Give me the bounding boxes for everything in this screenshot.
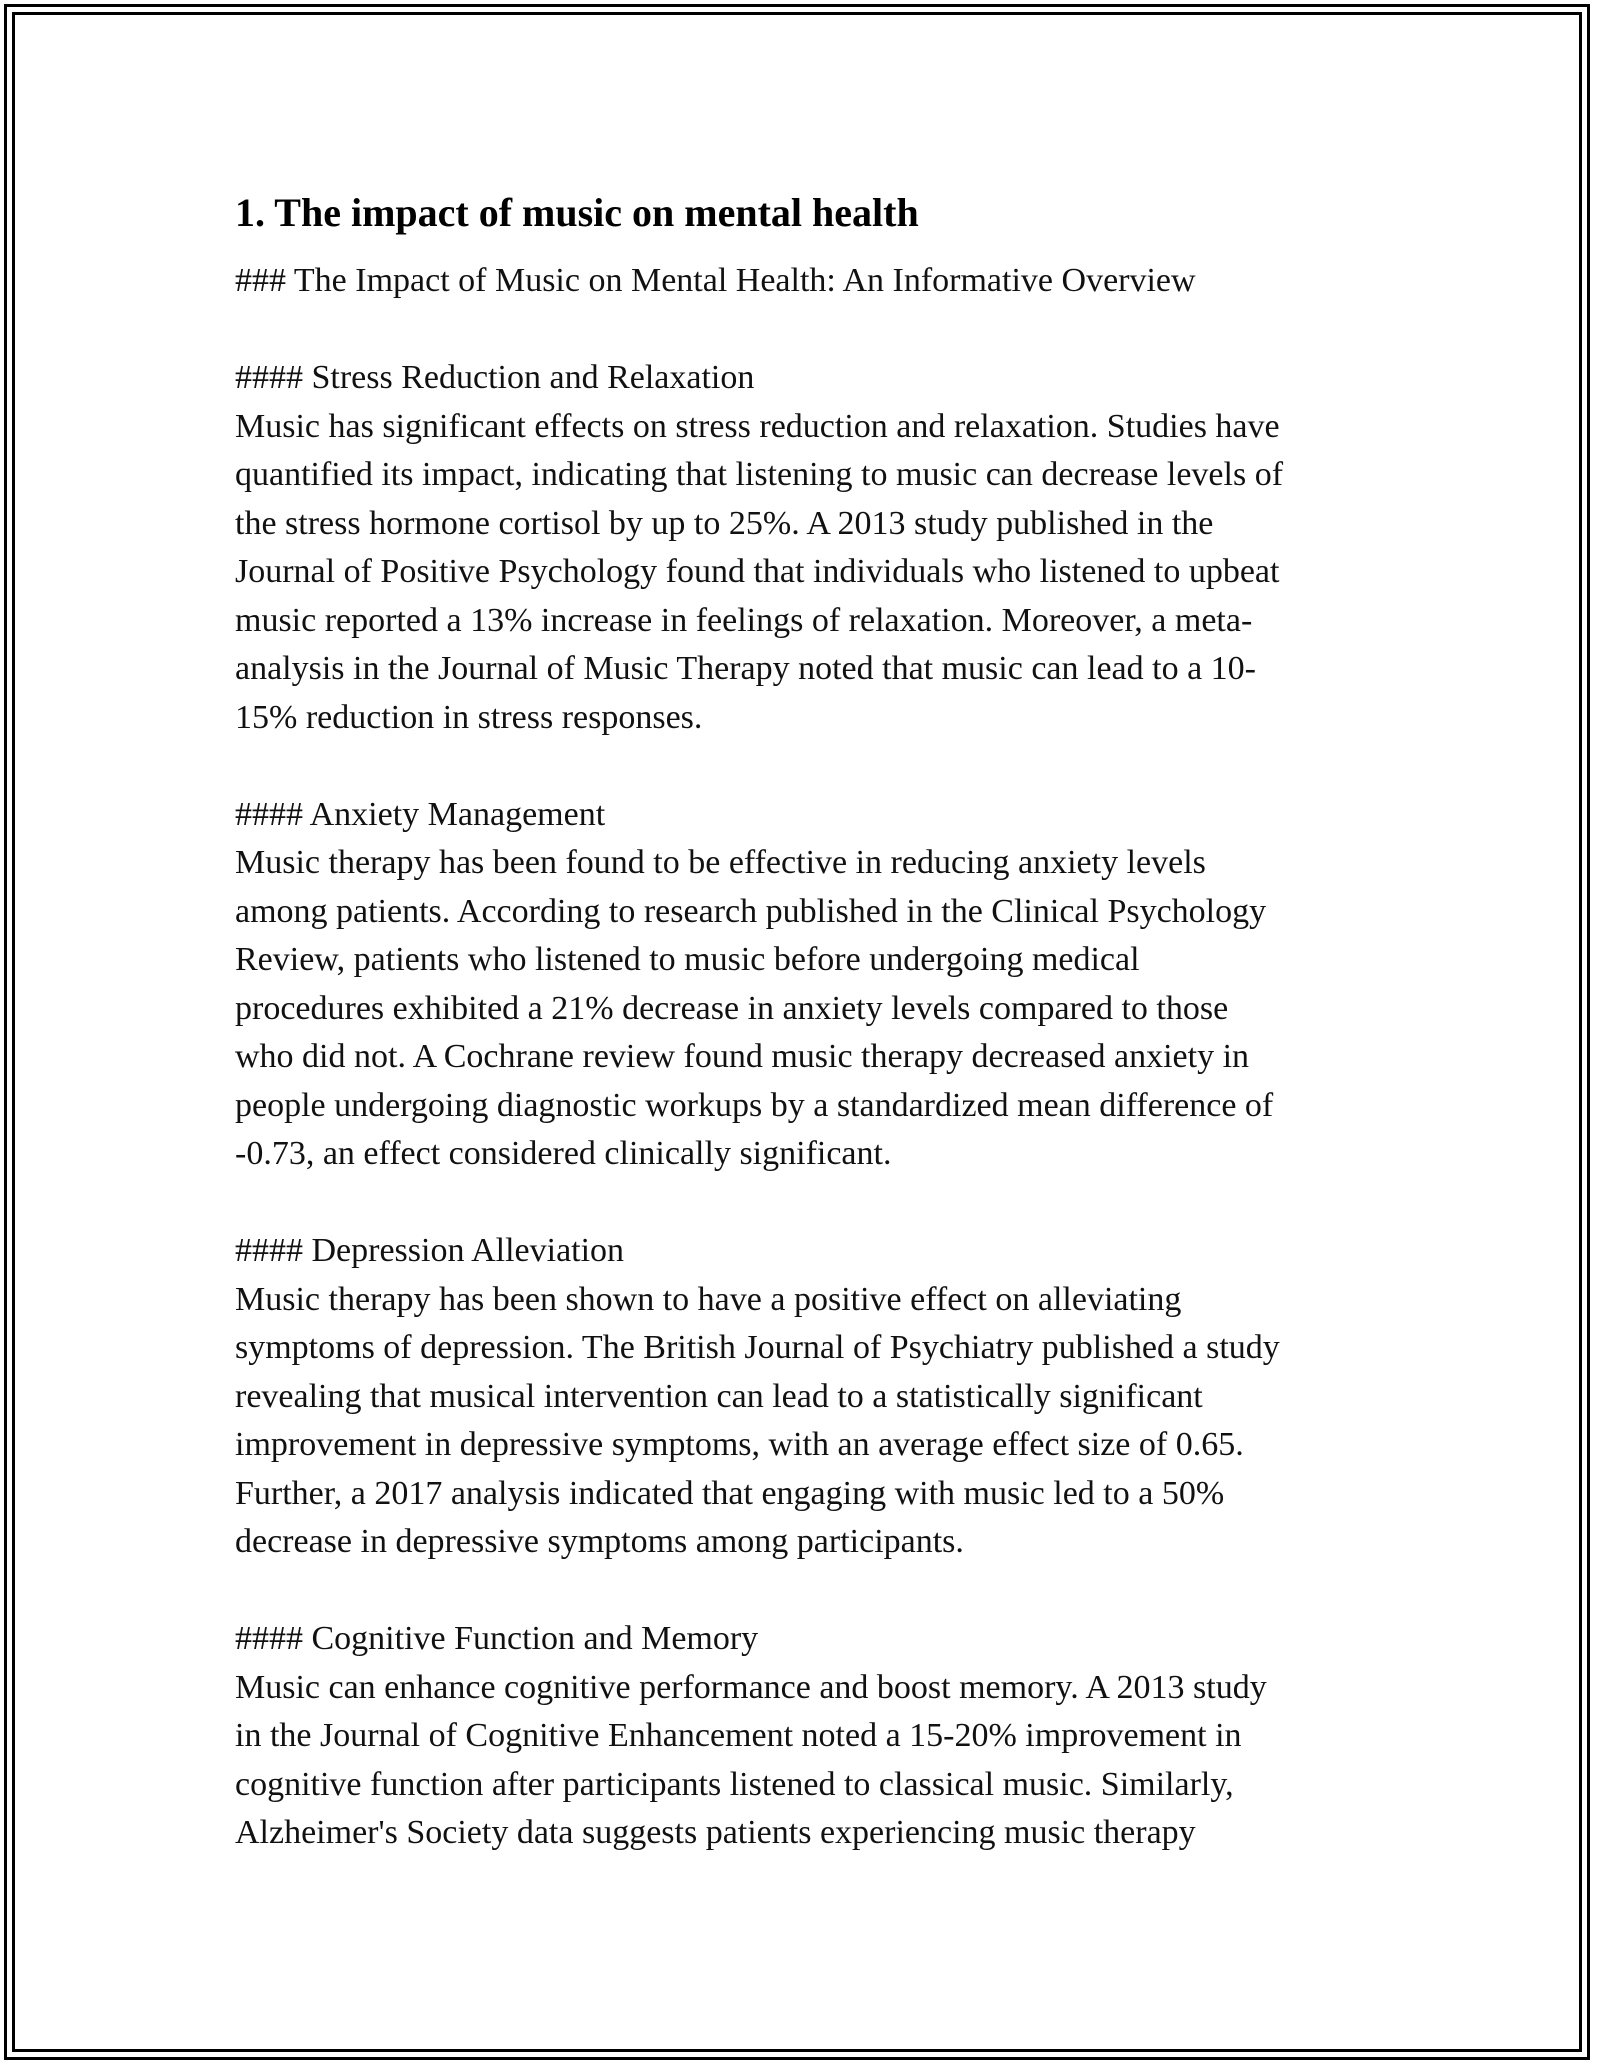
section-stress-reduction (235, 354, 1385, 742)
section-heading: #### Cognitive Function and Memory (235, 1620, 759, 1657)
section-paragraph: Music therapy has been shown to have a positive effect on alleviating symptoms of depression. The British Journal of Psychiatry published a study revealing that musical intervention can lead to a statistically significant improvement in depressive symptoms, with an average effect size of 0.65. Further, a 2017 analysis indicated that engaging with music led to a 50% decrease in depressive symptoms among participants. (235, 1280, 1280, 1560)
section-depression-alleviation (235, 1227, 1385, 1567)
page-title: 1. The impact of music on mental health (235, 190, 919, 235)
document-heading: ### The Impact of Music on Mental Health: An Informative Overview (235, 262, 1196, 299)
document-body (235, 185, 1385, 1906)
section-heading: #### Anxiety Management (235, 795, 606, 833)
section-cognitive-function (235, 1615, 1385, 1858)
section-anxiety-management (235, 791, 1385, 1179)
section-paragraph: Music can enhance cognitive performance and boost memory. A 2013 study in the Journal of Cognitive Enhancement noted a 15-20% improvement in cognitive function after participants listened to classical music. Similarly, Alzheimer's Society data suggests patients experiencing music therapy (235, 1668, 1267, 1851)
section-heading: #### Depression Alleviation (235, 1232, 625, 1269)
section-paragraph: Music therapy has been found to be effective in reducing anxiety levels among patients. According to research published in the Clinical Psychology Review, patients who listened to music before undergoing medical procedures exhibited a 21% decrease in anxiety levels compared to those who did not. A Cochrane review found music therapy decreased anxiety in people undergoing diagnostic workups by a standardized mean difference of -0.73, an effect considered clinically significant. (235, 844, 1274, 1172)
section-paragraph: Music has significant effects on stress reduction and relaxation. Studies have quantified its impact, indicating that listening to music can decrease levels of the stress hormone cortisol by up to 25%. A 2013 study published in the Journal of Positive Psychology found that individuals who listened to upbeat music reported a 13% increase in feelings of relaxation. Moreover, a meta- analysis in the Journal of Music Therapy noted that music can lead to a 10- 15% reduction in stress responses. (235, 407, 1284, 736)
section-heading: #### Stress Reduction and Relaxation (235, 359, 755, 396)
